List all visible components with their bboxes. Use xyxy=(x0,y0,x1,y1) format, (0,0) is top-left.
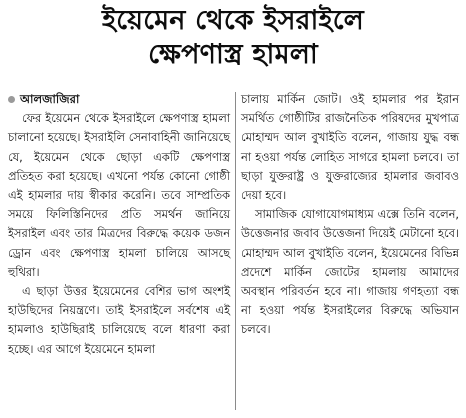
source-byline xyxy=(8,90,230,109)
paragraph: ফের ইয়েমেন থেকে ইসরাইলে ক্ষেপণাস্ত্র হামলা চালানো হয়েছে। ইসরাইলি সেনাবাহিনী জানিয়েছে যে, ইয়েমেন থেকে ছোড়া একটি ক্ষেপণাস্ত্র প্রতিহত করা হয়েছে। এখনো পর্যন্ত কোনো গোষ্ঠী এই হামলার দায় স্বীকার করেনি। তবে সাম্প্রতিক সময়ে ফিলিস্তিনিদের প্রতি সমর্থন জানিয়ে ইসরাইল এবং তার মিত্রদের বিরুদ্ধে কয়েক ডজন ড্রোন এবং ক্ষেপণাস্ত্র হামলা চালিয়ে আসছে হুথিরা। xyxy=(8,111,230,279)
headline-line-2: ক্ষেপণাস্ত্র হামলা xyxy=(148,39,318,70)
paragraph: সামাজিক যোগাযোগমাধ্যম এক্সে তিনি বলেন, উত্তেজনার জবাব উত্তেজনা দিয়েই মেটানো হবে। মোহাম্মদ আল বুখাইতি বলেন, ইয়েমেনের বিভিন্ন প্রদেশে মার্কিন জোটের হামলায় আমাদের অবস্থান পরিবর্তন হবে না। গাজায় গণহত্যা বন্ধ না হওয়া পর্যন্ত ইসরাইলের বিরুদ্ধে অভিযান চলবে। xyxy=(241,207,459,337)
article-column-right xyxy=(241,90,459,340)
headline xyxy=(0,4,466,72)
source-name: আলজাজিরা xyxy=(20,92,80,106)
bullet-icon xyxy=(8,96,15,103)
paragraph: এ ছাড়া উত্তর ইয়েমেনের বেশির ভাগ অংশই হাউছিদের নিয়ন্ত্রণে। তাই ইসরাইলে সর্বশেষ এই হামলাও হাউছিরাই চালিয়েছে বলে ধারণা করা হচ্ছে। এর আগে ইয়েমেনে হামলা xyxy=(8,284,230,356)
headline-line-1: ইয়েমেন থেকে ইসরাইলে xyxy=(102,5,364,36)
article-column-left xyxy=(8,90,230,359)
paragraph: চালায় মার্কিন জোট। ওই হামলার পর ইরান সমর্থিত গোষ্ঠীটির রাজনৈতিক পরিষদের মুখপাত্র মোহাম্মদ আল বুখাইতি বলেন, গাজায় যুদ্ধ বন্ধ না হওয়া পর্যন্ত লোহিত সাগরে হামলা চলবে। তা ছাড়া যুক্তরাষ্ট্র ও যুক্তরাজ্যের হামলার জবাবও দেয়া হবে। xyxy=(241,92,459,203)
column-divider xyxy=(235,92,236,410)
